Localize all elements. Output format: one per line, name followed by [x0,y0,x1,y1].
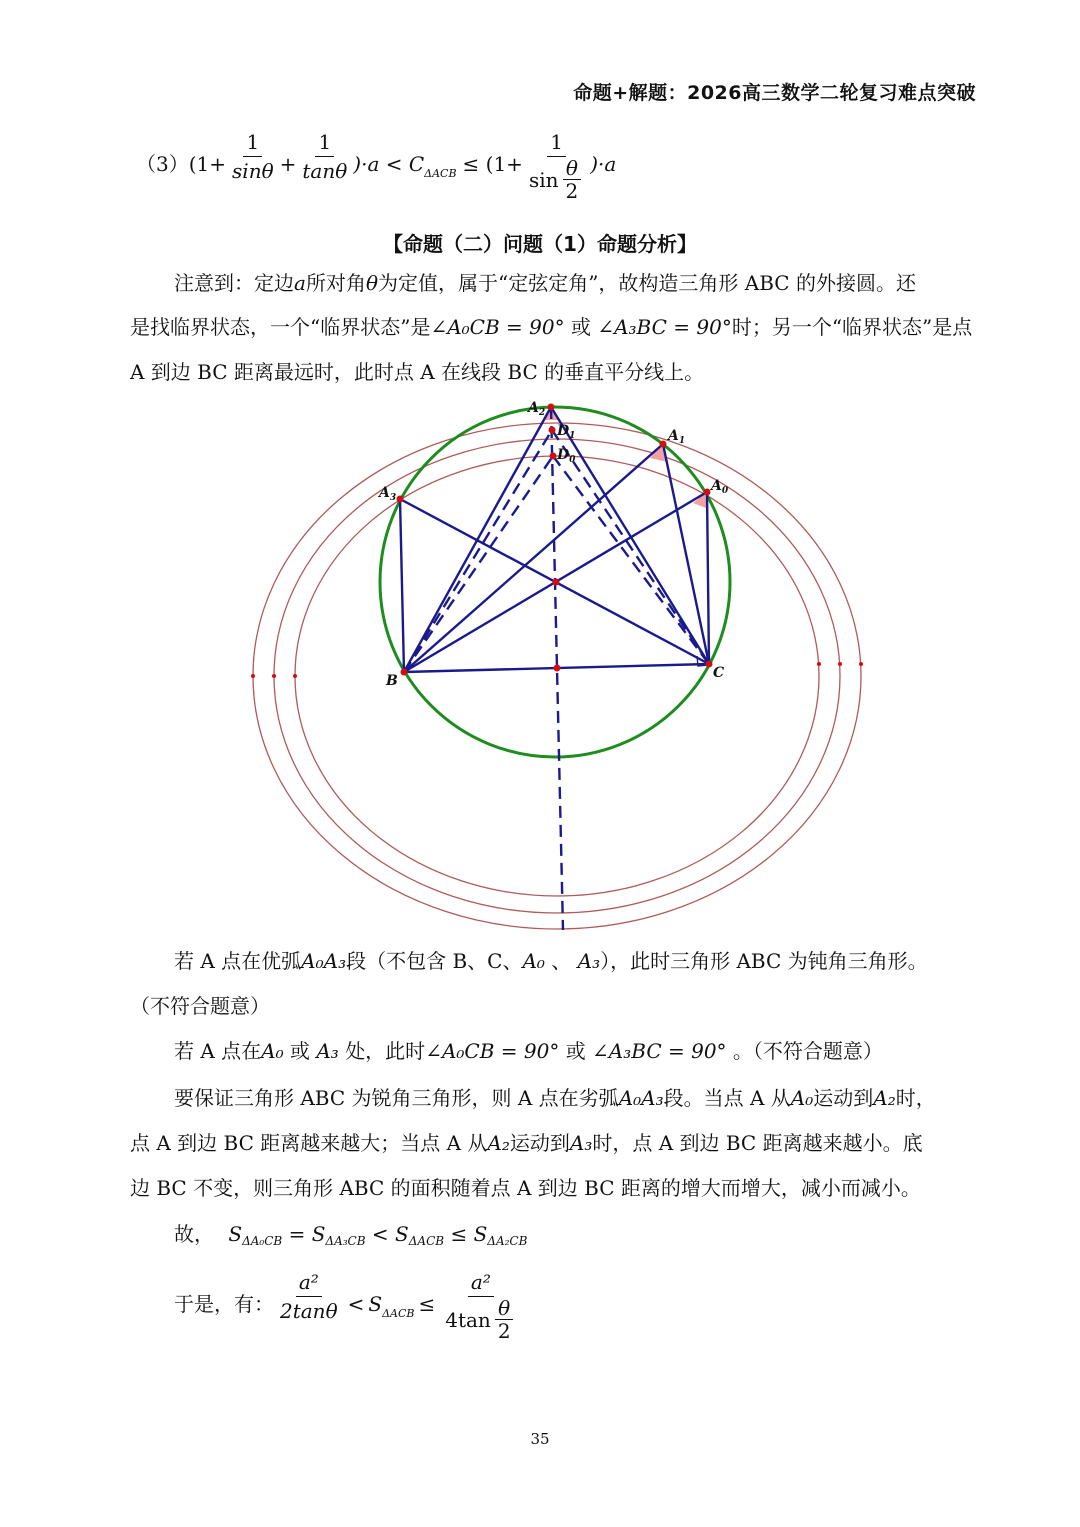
two: 2 [565,179,579,203]
frac-den: tanθ [302,159,348,183]
frac-a2-2tan: $\frac{\text{a²}}{2\tan\theta}$ [280,1270,338,1323]
point-orbit-r3 [859,662,863,666]
point-orbit-l2 [272,674,276,678]
var-a: a [294,271,306,295]
p1-line3: A 到边 BC 距离最远时，此时点 A 在线段 BC 的垂直平分线上。 [130,360,705,384]
label-b: B [386,673,398,689]
frac-num: 1 [547,128,566,157]
section-title: 【命题（二）问题（1）命题分析】 [383,232,697,256]
sin-text: sin [528,167,559,192]
p2-line2: （不符合题意） [130,994,270,1018]
point-orbit-l3 [293,674,297,678]
label-a0: $A_0$ [711,478,729,496]
point-midpoint-bc [554,665,561,672]
point-a1 [660,441,667,448]
p3-line: 若 A 点在A₀ 或 A₃ 处，此时∠A₀CB = 90° 或 ∠A₃BC = 90° 。（不符合题意） [174,1039,883,1063]
point-orbit-l1 [251,674,255,678]
conclusion-line: 故， $S_{\Delta A_0CB} = S_{\Delta A_3CB} < S_{\Delta ACB} \le S_{\Delta A_2CB}$ [174,1222,528,1248]
formula-label: （3） [136,152,189,176]
p4-line2: 点 A 到边 BC 距离越来越大；当点 A 从A₂运动到A₃时，点 A 到边 BC 距离越来越小。底 [130,1131,923,1155]
point-a2 [548,404,555,411]
frac-num: 1 [243,128,262,157]
formula-end: )·a [590,152,617,176]
formula-mid: )·a < C [353,152,425,176]
line-a0-c [707,492,709,664]
frac-a2-4tan-half: a² 4tan $\frac{\theta}{2}$ [442,1268,519,1342]
point-center [553,579,560,586]
frac-1-tan [299,128,350,185]
dash-b-d0 [404,456,553,672]
point-a3 [397,496,404,503]
line-b-a3 [400,499,404,672]
point-d0 [550,453,557,460]
half-theta [562,157,581,202]
dash-d0-c [553,456,709,664]
label-a1: $A_1$ [668,428,686,446]
point-b [401,669,408,676]
angle-a3bc: ∠A₃BC = 90° [597,315,732,339]
var-theta: θ [365,271,378,295]
label-c: C [713,665,725,681]
c-subscript: ΔACB [424,167,457,180]
frac-den: sinθ [232,159,274,183]
p1-line2: 是找临界状态，一个“临界状态”是∠A₀CB = 90° 或 ∠A₃BC = 90°时；另一个“临界状态”是点 [130,315,973,339]
point-a0 [704,489,711,496]
label-a2: $A_2$ [528,400,546,418]
angle-a0cb: ∠A₀CB = 90° [430,315,565,339]
frac-1-sin-half [526,128,587,202]
geometry-figure [240,395,880,940]
point-d1 [549,427,556,434]
formula-3 [136,128,616,202]
label-d0: $D_0$ [557,447,576,465]
p4-line1: 要保证三角形 ABC 为锐角三角形，则 A 点在劣弧A₀A₃段。当点 A 从A₀运动到A₂时， [174,1086,936,1110]
line-a2-c [551,407,709,664]
formula-open: (1+ [188,152,227,176]
point-c [706,661,713,668]
p2-line1: 若 A 点在优弧A₀A₃段（不包含 B、C、A₀ 、 A₃），此时三角形 ABC 为钝角三角形。 [174,949,928,973]
plus-sign: + [279,152,297,176]
formula-leq: ≤ (1+ [462,152,523,176]
line-b-a2 [404,407,551,672]
point-orbit-r2 [838,662,842,666]
label-a3: $A_3$ [379,485,397,503]
frac-1-sin [229,128,277,185]
p1-line1: 注意到：定边a所对角θ为定值，属于“定弦定角”，故构造三角形 ABC 的外接圆。还 [174,271,916,295]
label-d1: $D_1$ [557,423,576,441]
point-orbit-r1 [817,662,821,666]
frac-num: 1 [315,128,334,157]
theta: θ [563,157,581,180]
arc-a0a3: A₀A₃ [301,949,347,973]
page-number: 35 [530,1430,550,1448]
p4-line3: 边 BC 不变，则三角形 ABC 的面积随着点 A 到边 BC 距离的增大而增大，减小而减小。 [130,1176,921,1200]
line-a1-c [663,444,709,664]
running-header: 命题+解题：2026高三数学二轮复习难点突破 [573,82,976,104]
result-formula: 于是，有： $\frac{\text{a²}}{2\tan\theta}$ < S $_{\Delta ACB}$ ≤ a² 4tan $\frac{\theta}{2}$ [174,1268,523,1342]
